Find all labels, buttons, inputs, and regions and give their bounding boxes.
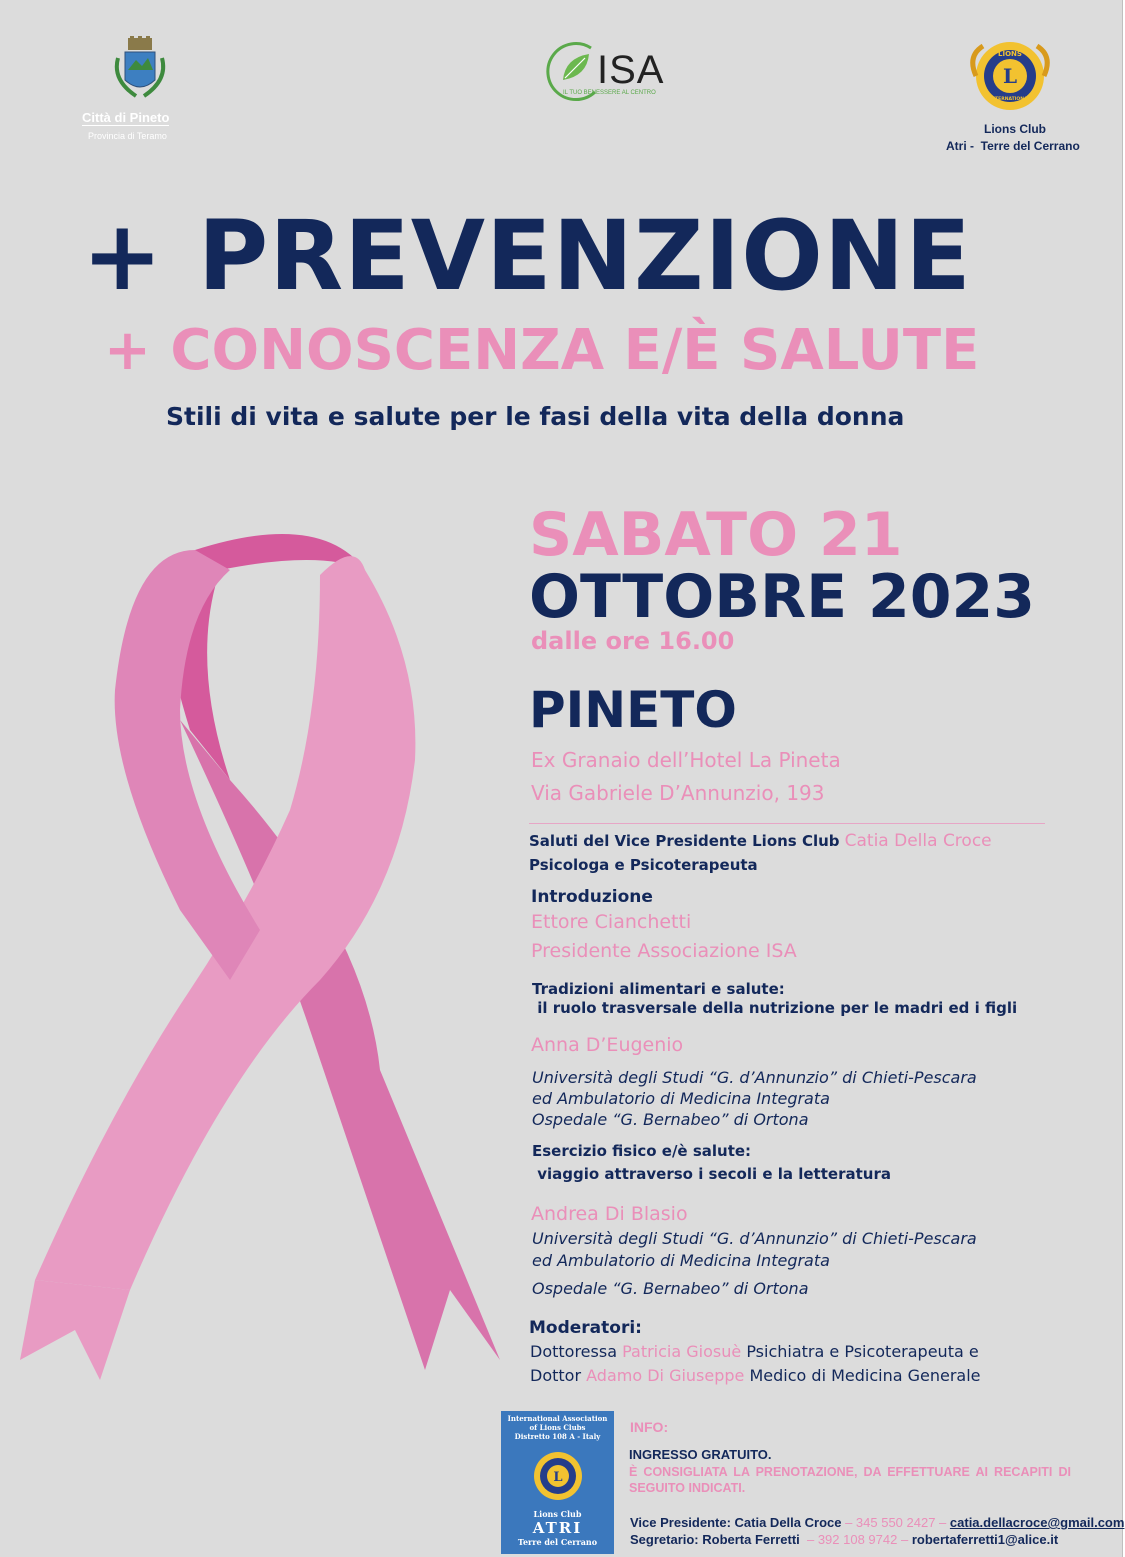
moderator-1-prefix: Dottoressa — [530, 1342, 617, 1361]
talk2-affiliation-1: Università degli Studi “G. d’Annunzio” di Chieti-Pescara — [532, 1229, 977, 1248]
talk1-affiliation-2: ed Ambulatorio di Medicina Integrata — [532, 1089, 830, 1108]
headline-conoscenza: + CONOSCENZA E/È SALUTE — [104, 318, 980, 383]
lions-club-location: Atri - Terre del Cerrano — [946, 139, 1080, 153]
isa-name: ISA — [597, 48, 665, 92]
badge-line-4: Lions Club — [533, 1509, 582, 1519]
info-vice-president — [630, 1515, 1124, 1530]
moderator-2-prefix: Dottor — [530, 1366, 582, 1385]
info-title: INFO: — [630, 1419, 669, 1435]
event-city: PINETO — [529, 681, 737, 739]
lions-club-label: Lions Club — [984, 122, 1046, 136]
intro-role: Presidente Associazione ISA — [531, 940, 797, 962]
talk2-title: Esercizio fisico e/è salute: — [532, 1142, 752, 1160]
secretary-label: Segretario: Roberta Ferretti — [630, 1532, 800, 1547]
greeting-role: Psicologa e Psicoterapeuta — [529, 856, 758, 874]
talk1-affiliation-1: Università degli Studi “G. d’Annunzio” di Chieti-Pescara — [532, 1068, 977, 1087]
lions-emblem-icon — [965, 36, 1055, 116]
talk2-affiliation-2: ed Ambulatorio di Medicina Integrata — [532, 1251, 830, 1270]
event-time: dalle ore 16.00 — [531, 627, 735, 655]
moderator-2 — [530, 1365, 981, 1387]
lions-badge — [501, 1411, 614, 1554]
secretary-email[interactable]: robertaferretti1@alice.it — [911, 1532, 1059, 1547]
svg-text:L: L — [552, 1470, 563, 1485]
moderator-2-role: Medico di Medicina Generale — [749, 1366, 981, 1385]
pineto-logo — [78, 36, 203, 146]
info-secretary — [630, 1532, 1058, 1547]
talk1-speaker: Anna D’Eugenio — [531, 1034, 684, 1056]
moderator-1 — [530, 1341, 979, 1363]
city-crest-icon — [78, 36, 203, 108]
greeting-label: Saluti del Vice Presidente Lions Club — [529, 832, 840, 850]
lions-emblem-icon — [530, 1449, 586, 1503]
headline-subtitle: Stili di vita e salute per le fasi della vita della donna — [166, 402, 905, 431]
lions-logo — [940, 36, 1080, 156]
greeting-speaker: Catia Della Croce — [844, 831, 992, 851]
intro-label: Introduzione — [531, 887, 653, 907]
vp-phone: – 345 550 2427 – — [841, 1515, 950, 1530]
moderator-1-name: Patricia Giosuè — [622, 1342, 742, 1361]
lions-emblem-text: LIONS — [998, 50, 1022, 58]
event-address: Via Gabriele D’Annunzio, 193 — [531, 781, 825, 805]
pink-ribbon-icon — [20, 510, 520, 1390]
lions-emblem-sub: INTERNATIONAL — [989, 97, 1031, 102]
badge-line-3: Distretto 108 A - Italy — [514, 1432, 601, 1441]
intro-speaker: Ettore Cianchetti — [531, 911, 692, 933]
moderators-label: Moderatori: — [529, 1318, 642, 1338]
badge-line-5: ATRI — [532, 1519, 583, 1537]
pineto-province: Provincia di Teramo — [88, 131, 167, 141]
svg-text:L: L — [1002, 64, 1018, 88]
talk2-affiliation-3: Ospedale “G. Bernabeo” di Ortona — [532, 1279, 809, 1298]
vp-label: Vice Presidente: Catia Della Croce — [630, 1515, 842, 1530]
event-venue: Ex Granaio dell’Hotel La Pineta — [531, 748, 841, 772]
badge-line-2: of Lions Clubs — [529, 1423, 586, 1432]
isa-logo — [545, 40, 675, 110]
talk2-subtitle: viaggio attraverso i secoli e la letteratura — [532, 1165, 891, 1183]
headline-prevenzione: + PREVENZIONE — [82, 200, 972, 312]
greeting — [529, 830, 992, 852]
badge-line-6: Terre del Cerrano — [517, 1537, 598, 1547]
talk1-title: Tradizioni alimentari e salute: — [532, 980, 785, 998]
info-free-entry: INGRESSO GRATUITO. — [629, 1447, 772, 1462]
info-advice: È CONSIGLIATA LA PRENOTAZIONE, DA EFFETTUARE AI RECAPITI DI SEGUITO INDICATI. — [629, 1465, 1071, 1495]
moderator-2-name: Adamo Di Giuseppe — [586, 1366, 745, 1385]
secretary-phone: – 392 108 9742 – — [799, 1532, 912, 1547]
divider — [529, 823, 1045, 824]
talk1-affiliation-3: Ospedale “G. Bernabeo” di Ortona — [532, 1110, 809, 1129]
isa-tagline: IL TUO BENESSERE AL CENTRO — [563, 90, 656, 96]
pineto-name: Città di Pineto — [82, 110, 170, 125]
talk1-subtitle: il ruolo trasversale della nutrizione per le madri ed i figli — [532, 999, 1018, 1017]
moderator-1-role: Psichiatra e Psicoterapeuta e — [746, 1342, 979, 1361]
event-day: SABATO 21 — [529, 500, 903, 570]
talk2-speaker: Andrea Di Blasio — [531, 1203, 688, 1225]
vp-email-link[interactable]: catia.dellacroce@gmail.com — [949, 1515, 1125, 1530]
badge-line-1: International Association — [507, 1414, 608, 1423]
event-month-year: OTTOBRE 2023 — [529, 562, 1036, 632]
